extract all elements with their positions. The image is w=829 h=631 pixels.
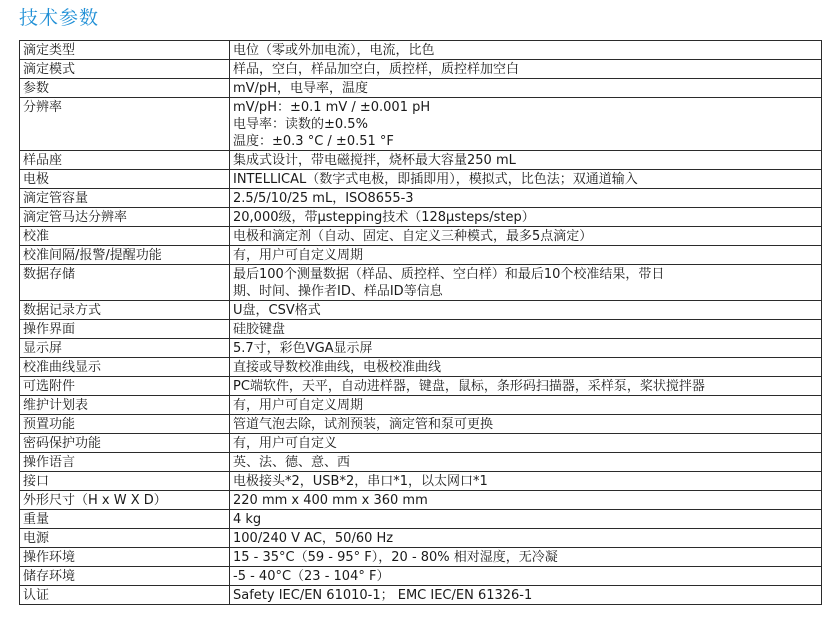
- spec-label: 滴定管马达分辨率: [20, 208, 230, 227]
- spec-label: 操作环境: [20, 548, 230, 567]
- spec-label: 认证: [20, 586, 230, 605]
- spec-label: 接口: [20, 472, 230, 491]
- spec-value: 20,000级，带μstepping技术（128μsteps/step）: [230, 208, 822, 227]
- spec-label: 参数: [20, 79, 230, 98]
- spec-value: 管道气泡去除，试剂预装，滴定管和泵可更换: [230, 415, 822, 434]
- spec-label: 滴定模式: [20, 60, 230, 79]
- table-row: [20, 98, 822, 151]
- spec-label: 操作界面: [20, 320, 230, 339]
- spec-label: 滴定类型: [20, 41, 230, 60]
- table-row: [20, 41, 822, 60]
- table-row: [20, 60, 822, 79]
- table-row: [20, 472, 822, 491]
- spec-label: 重量: [20, 510, 230, 529]
- spec-label: 样品座: [20, 151, 230, 170]
- spec-label: 电极: [20, 170, 230, 189]
- spec-label: 维护计划表: [20, 396, 230, 415]
- spec-value: 集成式设计，带电磁搅拌，烧杯最大容量250 mL: [230, 151, 822, 170]
- spec-value: 硅胶键盘: [230, 320, 822, 339]
- spec-value: 电位（零或外加电流），电流，比色: [230, 41, 822, 60]
- table-row: [20, 377, 822, 396]
- spec-label: 校准: [20, 227, 230, 246]
- table-row: [20, 434, 822, 453]
- spec-label: 储存环境: [20, 567, 230, 586]
- spec-value: 100/240 V AC，50/60 Hz: [230, 529, 822, 548]
- table-row: [20, 529, 822, 548]
- spec-value: -5 - 40°C（23 - 104° F）: [230, 567, 822, 586]
- table-row: [20, 453, 822, 472]
- spec-value: INTELLICAL（数字式电极，即插即用），模拟式，比色法；双通道输入: [230, 170, 822, 189]
- spec-value: PC端软件，天平，自动进样器，键盘，鼠标，条形码扫描器，采样泵，桨状搅拌器: [230, 377, 822, 396]
- table-row: [20, 415, 822, 434]
- spec-value: U盘，CSV格式: [230, 301, 822, 320]
- spec-table-body: [20, 41, 822, 605]
- spec-value: 有，用户可自定义: [230, 434, 822, 453]
- spec-label: 数据记录方式: [20, 301, 230, 320]
- table-row: [20, 189, 822, 208]
- spec-value: 英、法、德、意、西: [230, 453, 822, 472]
- table-row: [20, 208, 822, 227]
- spec-value: 样品，空白，样品加空白，质控样，质控样加空白: [230, 60, 822, 79]
- table-row: [20, 548, 822, 567]
- spec-label: 操作语言: [20, 453, 230, 472]
- table-row: [20, 265, 822, 301]
- spec-value: 220 mm x 400 mm x 360 mm: [230, 491, 822, 510]
- table-row: [20, 301, 822, 320]
- spec-label: 校准曲线显示: [20, 358, 230, 377]
- table-row: [20, 339, 822, 358]
- spec-value: 有，用户可自定义周期: [230, 246, 822, 265]
- spec-value: 5.7寸，彩色VGA显示屏: [230, 339, 822, 358]
- table-row: [20, 320, 822, 339]
- spec-label: 数据存储: [20, 265, 230, 301]
- table-row: [20, 567, 822, 586]
- spec-label: 校准间隔/报警/提醒功能: [20, 246, 230, 265]
- spec-value: mV/pH，电导率，温度: [230, 79, 822, 98]
- table-row: [20, 246, 822, 265]
- spec-value: 电极和滴定剂（自动、固定、自定义三种模式，最多5点滴定）: [230, 227, 822, 246]
- spec-label: 可选附件: [20, 377, 230, 396]
- spec-value: 有，用户可自定义周期: [230, 396, 822, 415]
- spec-value: 15 - 35°C（59 - 95° F），20 - 80% 相对湿度，无冷凝: [230, 548, 822, 567]
- page-title: 技术参数: [19, 7, 100, 29]
- table-row: [20, 358, 822, 377]
- spec-label: 外形尺寸（H x W X D）: [20, 491, 230, 510]
- table-row: [20, 170, 822, 189]
- spec-label: 预置功能: [20, 415, 230, 434]
- spec-value: mV/pH：±0.1 mV / ±0.001 pH 电导率：读数的±0.5% 温度：±0.3 °C / ±0.51 °F: [230, 98, 822, 151]
- spec-label: 电源: [20, 529, 230, 548]
- spec-table: [19, 40, 822, 605]
- spec-label: 密码保护功能: [20, 434, 230, 453]
- spec-value: 电极接头*2，USB*2，串口*1，以太网口*1: [230, 472, 822, 491]
- table-row: [20, 151, 822, 170]
- spec-value: 4 kg: [230, 510, 822, 529]
- spec-label: 分辨率: [20, 98, 230, 151]
- spec-label: 显示屏: [20, 339, 230, 358]
- table-row: [20, 510, 822, 529]
- table-row: [20, 586, 822, 605]
- table-row: [20, 491, 822, 510]
- spec-label: 滴定管容量: [20, 189, 230, 208]
- table-row: [20, 227, 822, 246]
- table-row: [20, 396, 822, 415]
- spec-value: Safety IEC/EN 61010-1； EMC IEC/EN 61326-1: [230, 586, 822, 605]
- table-row: [20, 79, 822, 98]
- spec-value: 直接或导数校准曲线，电极校准曲线: [230, 358, 822, 377]
- spec-value: 最后100个测量数据（样品、质控样、空白样）和最后10个校准结果，带日 期、时间、操作者ID、样品ID等信息: [230, 265, 822, 301]
- spec-value: 2.5/5/10/25 mL，ISO8655-3: [230, 189, 822, 208]
